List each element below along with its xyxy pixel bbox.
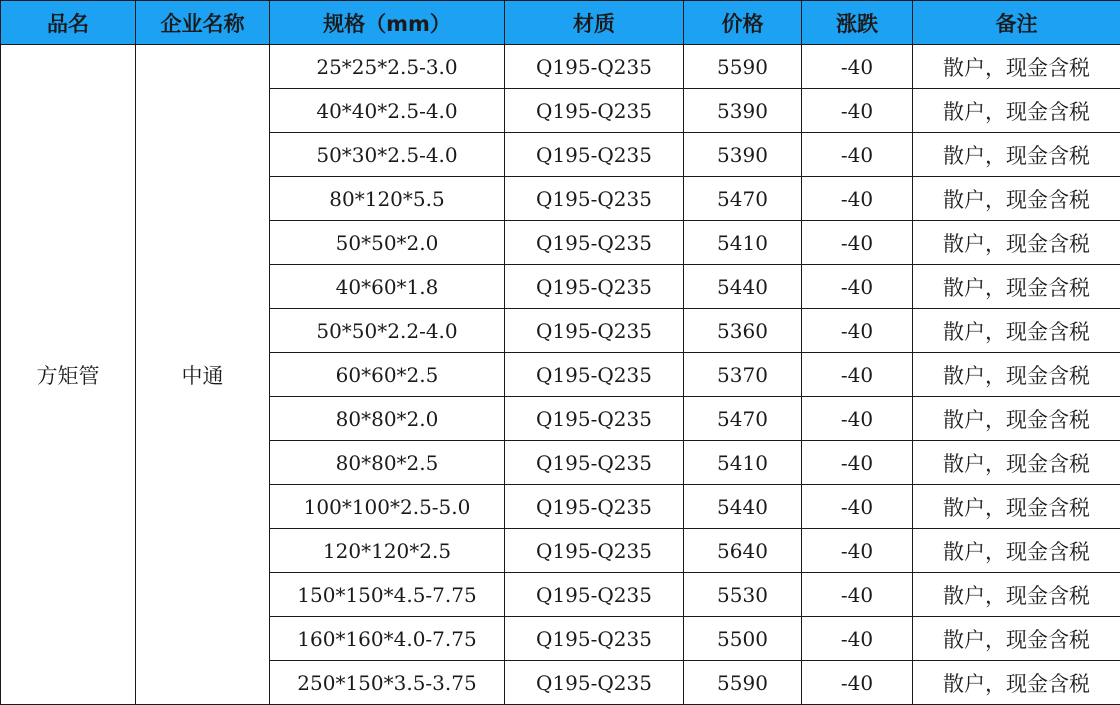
change-cell: -40 — [802, 617, 913, 661]
header-spec: 规格（mm） — [270, 1, 505, 45]
price-cell: 5410 — [684, 441, 802, 485]
note-cell: 散户，现金含税 — [913, 573, 1120, 617]
change-cell: -40 — [802, 265, 913, 309]
note-cell: 散户，现金含税 — [913, 661, 1120, 705]
spec-cell: 60*60*2.5 — [270, 353, 505, 397]
note-cell: 散户，现金含税 — [913, 133, 1120, 177]
change-cell: -40 — [802, 177, 913, 221]
price-cell: 5640 — [684, 529, 802, 573]
note-cell: 散户，现金含税 — [913, 441, 1120, 485]
change-cell: -40 — [802, 221, 913, 265]
note-cell: 散户，现金含税 — [913, 177, 1120, 221]
spec-cell: 40*60*1.8 — [270, 265, 505, 309]
material-cell: Q195-Q235 — [505, 661, 684, 705]
material-cell: Q195-Q235 — [505, 309, 684, 353]
material-cell: Q195-Q235 — [505, 353, 684, 397]
price-cell: 5470 — [684, 177, 802, 221]
header-note: 备注 — [913, 1, 1120, 45]
note-cell: 散户，现金含税 — [913, 529, 1120, 573]
spec-cell: 40*40*2.5-4.0 — [270, 89, 505, 133]
price-cell: 5390 — [684, 133, 802, 177]
material-cell: Q195-Q235 — [505, 441, 684, 485]
change-cell: -40 — [802, 45, 913, 89]
price-cell: 5440 — [684, 485, 802, 529]
spec-cell: 25*25*2.5-3.0 — [270, 45, 505, 89]
company-cell: 中通 — [136, 45, 270, 705]
material-cell: Q195-Q235 — [505, 617, 684, 661]
table-row — [1, 45, 1120, 89]
material-cell: Q195-Q235 — [505, 485, 684, 529]
header-price: 价格 — [684, 1, 802, 45]
note-cell: 散户，现金含税 — [913, 45, 1120, 89]
spec-cell: 250*150*3.5-3.75 — [270, 661, 505, 705]
change-cell: -40 — [802, 441, 913, 485]
material-cell: Q195-Q235 — [505, 265, 684, 309]
header-material: 材质 — [505, 1, 684, 45]
spec-cell: 50*50*2.0 — [270, 221, 505, 265]
product-name-cell: 方矩管 — [1, 45, 136, 705]
price-cell: 5500 — [684, 617, 802, 661]
spec-cell: 50*30*2.5-4.0 — [270, 133, 505, 177]
note-cell: 散户，现金含税 — [913, 397, 1120, 441]
material-cell: Q195-Q235 — [505, 529, 684, 573]
spec-cell: 150*150*4.5-7.75 — [270, 573, 505, 617]
change-cell: -40 — [802, 661, 913, 705]
change-cell: -40 — [802, 529, 913, 573]
price-cell: 5390 — [684, 89, 802, 133]
price-cell: 5530 — [684, 573, 802, 617]
spec-cell: 100*100*2.5-5.0 — [270, 485, 505, 529]
note-cell: 散户，现金含税 — [913, 309, 1120, 353]
material-cell: Q195-Q235 — [505, 89, 684, 133]
material-cell: Q195-Q235 — [505, 45, 684, 89]
spec-cell: 80*80*2.0 — [270, 397, 505, 441]
spec-cell: 160*160*4.0-7.75 — [270, 617, 505, 661]
header-company: 企业名称 — [136, 1, 270, 45]
note-cell: 散户，现金含税 — [913, 617, 1120, 661]
note-cell: 散户，现金含税 — [913, 89, 1120, 133]
material-cell: Q195-Q235 — [505, 221, 684, 265]
change-cell: -40 — [802, 573, 913, 617]
header-row — [1, 1, 1120, 45]
price-cell: 5360 — [684, 309, 802, 353]
price-cell: 5590 — [684, 45, 802, 89]
spec-cell: 120*120*2.5 — [270, 529, 505, 573]
header-product-name: 品名 — [1, 1, 136, 45]
price-cell: 5440 — [684, 265, 802, 309]
note-cell: 散户，现金含税 — [913, 353, 1120, 397]
material-cell: Q195-Q235 — [505, 177, 684, 221]
note-cell: 散户，现金含税 — [913, 221, 1120, 265]
spec-cell: 80*120*5.5 — [270, 177, 505, 221]
material-cell: Q195-Q235 — [505, 133, 684, 177]
change-cell: -40 — [802, 133, 913, 177]
change-cell: -40 — [802, 353, 913, 397]
change-cell: -40 — [802, 485, 913, 529]
spec-cell: 50*50*2.2-4.0 — [270, 309, 505, 353]
price-cell: 5370 — [684, 353, 802, 397]
note-cell: 散户，现金含税 — [913, 265, 1120, 309]
change-cell: -40 — [802, 397, 913, 441]
spec-cell: 80*80*2.5 — [270, 441, 505, 485]
material-cell: Q195-Q235 — [505, 573, 684, 617]
material-cell: Q195-Q235 — [505, 397, 684, 441]
change-cell: -40 — [802, 309, 913, 353]
price-cell: 5410 — [684, 221, 802, 265]
change-cell: -40 — [802, 89, 913, 133]
header-change: 涨跌 — [802, 1, 913, 45]
note-cell: 散户，现金含税 — [913, 485, 1120, 529]
price-cell: 5470 — [684, 397, 802, 441]
price-cell: 5590 — [684, 661, 802, 705]
